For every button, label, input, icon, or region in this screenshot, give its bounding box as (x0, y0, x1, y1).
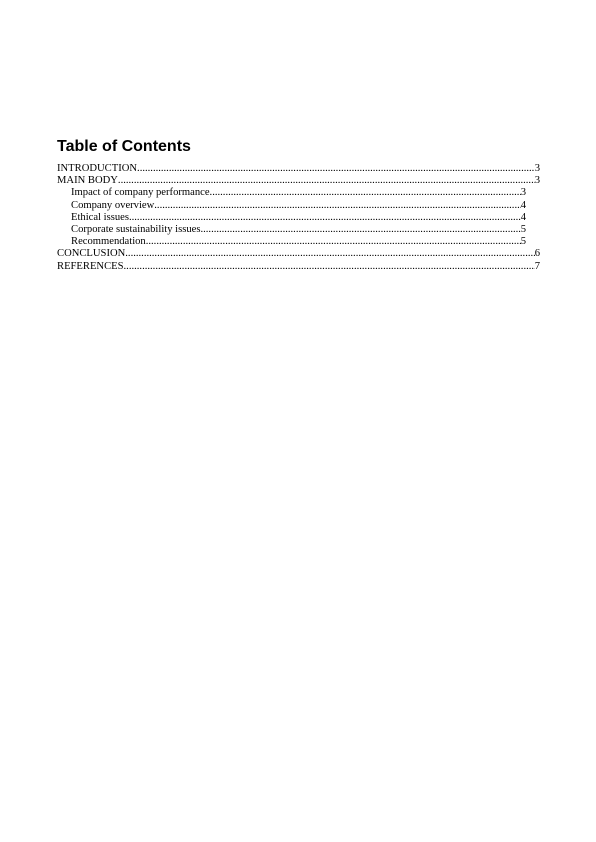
toc-entry-page-number: 3 (520, 187, 526, 199)
toc-entry-page-number: 5 (520, 236, 526, 248)
dot-leader (125, 248, 534, 260)
toc-entry-references[interactable] (57, 261, 540, 273)
toc-entry-label: Recommendation (71, 236, 146, 248)
toc-entry-label: Ethical issues (71, 211, 129, 223)
toc-entry-company-overview[interactable] (57, 200, 540, 212)
toc-title: Table of Contents (57, 138, 191, 155)
toc-entry-label: REFERENCES (57, 260, 124, 272)
toc-entry-ethical-issues[interactable] (57, 212, 540, 224)
toc-entry-label: INTRODUCTION (57, 163, 138, 174)
toc-entry-page-number: 6 (534, 248, 540, 260)
toc-entry-label: Company overview (71, 199, 155, 211)
dot-leader (200, 224, 520, 236)
toc-entry-impact-of-company-performance[interactable] (57, 187, 540, 199)
toc-entry-label: Impact of company performance (71, 187, 210, 199)
toc-entry-page-number: 5 (520, 223, 526, 235)
toc-entry-page-number: 4 (520, 199, 526, 211)
dot-leader (154, 200, 520, 212)
toc-entry-label: MAIN BODY (57, 175, 118, 187)
toc-entry-main-body[interactable] (57, 175, 540, 187)
dot-leader (146, 236, 521, 248)
toc-entry-page-number: 3 (534, 163, 540, 174)
toc-entry-recommendation[interactable] (57, 236, 540, 248)
toc-entry-label: CONCLUSION (57, 248, 126, 260)
toc-entry-page-number: 3 (534, 175, 540, 187)
toc-entry-page-number: 4 (520, 211, 526, 223)
dot-leader (124, 261, 535, 273)
toc-entry-corporate-sustainability-issues[interactable] (57, 224, 540, 236)
toc-entry-introduction[interactable] (57, 163, 540, 175)
dot-leader (129, 212, 521, 224)
dot-leader (137, 163, 535, 175)
table-of-contents (57, 163, 540, 273)
dot-leader (118, 175, 535, 187)
toc-entry-conclusion[interactable] (57, 248, 540, 260)
dot-leader (210, 187, 521, 199)
toc-entry-page-number: 7 (534, 260, 540, 272)
toc-entry-label: Corporate sustainability issues (71, 223, 201, 235)
